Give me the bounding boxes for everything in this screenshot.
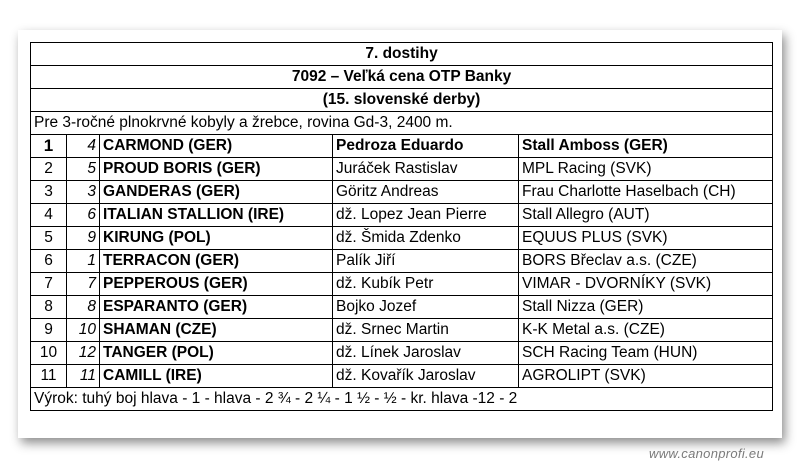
result-row [31,135,773,158]
result-jockey: dž. Srnec Martin [333,319,519,342]
result-jockey: dž. Lopez Jean Pierre [333,204,519,227]
result-row [31,296,773,319]
result-horse: TANGER (POL) [100,342,333,365]
result-jockey: Palík Jiří [333,250,519,273]
result-place: 9 [31,319,67,342]
result-number: 1 [67,250,100,273]
result-row [31,365,773,388]
result-place: 11 [31,365,67,388]
result-place: 1 [31,135,67,158]
result-horse: PEPPEROUS (GER) [100,273,333,296]
result-place: 2 [31,158,67,181]
result-number: 7 [67,273,100,296]
result-horse: GANDERAS (GER) [100,181,333,204]
result-owner: Frau Charlotte Haselbach (CH) [519,181,773,204]
result-horse: CAMILL (IRE) [100,365,333,388]
result-owner: MPL Racing (SVK) [519,158,773,181]
result-owner: VIMAR - DVORNÍKY (SVK) [519,273,773,296]
watermark: www.canonprofi.eu [649,446,764,461]
result-row [31,342,773,365]
result-place: 3 [31,181,67,204]
result-place: 6 [31,250,67,273]
race-name: 7092 – Veľká cena OTP Banky [31,66,773,89]
race-subtitle-row [31,89,773,112]
result-number: 3 [67,181,100,204]
race-margins: Výrok: tuhý boj hlava - 1 - hlava - 2 ¾ - 2 ¼ - 1 ½ - ½ - kr. hlava -12 - 2 [31,388,773,411]
result-jockey: dž. Kovařík Jaroslav [333,365,519,388]
result-number: 8 [67,296,100,319]
result-jockey: Bojko Jozef [333,296,519,319]
result-jockey: dž. Šmida Zdenko [333,227,519,250]
result-row [31,158,773,181]
result-owner: AGROLIPT (SVK) [519,365,773,388]
result-row [31,319,773,342]
result-horse: ESPARANTO (GER) [100,296,333,319]
margins-row [31,388,773,411]
result-horse: ITALIAN STALLION (IRE) [100,204,333,227]
result-place: 8 [31,296,67,319]
result-place: 7 [31,273,67,296]
result-owner: BORS Břeclav a.s. (CZE) [519,250,773,273]
result-owner: Stall Nizza (GER) [519,296,773,319]
race-title: 7. dostihy [31,43,773,66]
result-horse: PROUD BORIS (GER) [100,158,333,181]
race-title-row [31,43,773,66]
result-place: 4 [31,204,67,227]
result-row [31,181,773,204]
result-row [31,250,773,273]
result-jockey: Juráček Rastislav [333,158,519,181]
race-subtitle: (15. slovenské derby) [31,89,773,112]
result-jockey: Pedroza Eduardo [333,135,519,158]
race-conditions-row [31,112,773,135]
result-number: 5 [67,158,100,181]
result-row [31,227,773,250]
result-place: 5 [31,227,67,250]
race-name-row [31,66,773,89]
result-horse: KIRUNG (POL) [100,227,333,250]
result-row [31,273,773,296]
result-place: 10 [31,342,67,365]
result-number: 6 [67,204,100,227]
result-jockey: dž. Línek Jaroslav [333,342,519,365]
result-owner: EQUUS PLUS (SVK) [519,227,773,250]
result-owner: SCH Racing Team (HUN) [519,342,773,365]
result-horse: TERRACON (GER) [100,250,333,273]
result-horse: SHAMAN (CZE) [100,319,333,342]
race-conditions: Pre 3-ročné plnokrvné kobyly a žrebce, rovina Gd-3, 2400 m. [31,112,773,135]
race-results-table [30,42,773,411]
result-jockey: dž. Kubík Petr [333,273,519,296]
result-number: 11 [67,365,100,388]
result-row [31,204,773,227]
result-number: 12 [67,342,100,365]
result-horse: CARMOND (GER) [100,135,333,158]
result-number: 9 [67,227,100,250]
result-jockey: Göritz Andreas [333,181,519,204]
result-owner: K-K Metal a.s. (CZE) [519,319,773,342]
result-owner: Stall Allegro (AUT) [519,204,773,227]
result-owner: Stall Amboss (GER) [519,135,773,158]
result-number: 10 [67,319,100,342]
result-number: 4 [67,135,100,158]
